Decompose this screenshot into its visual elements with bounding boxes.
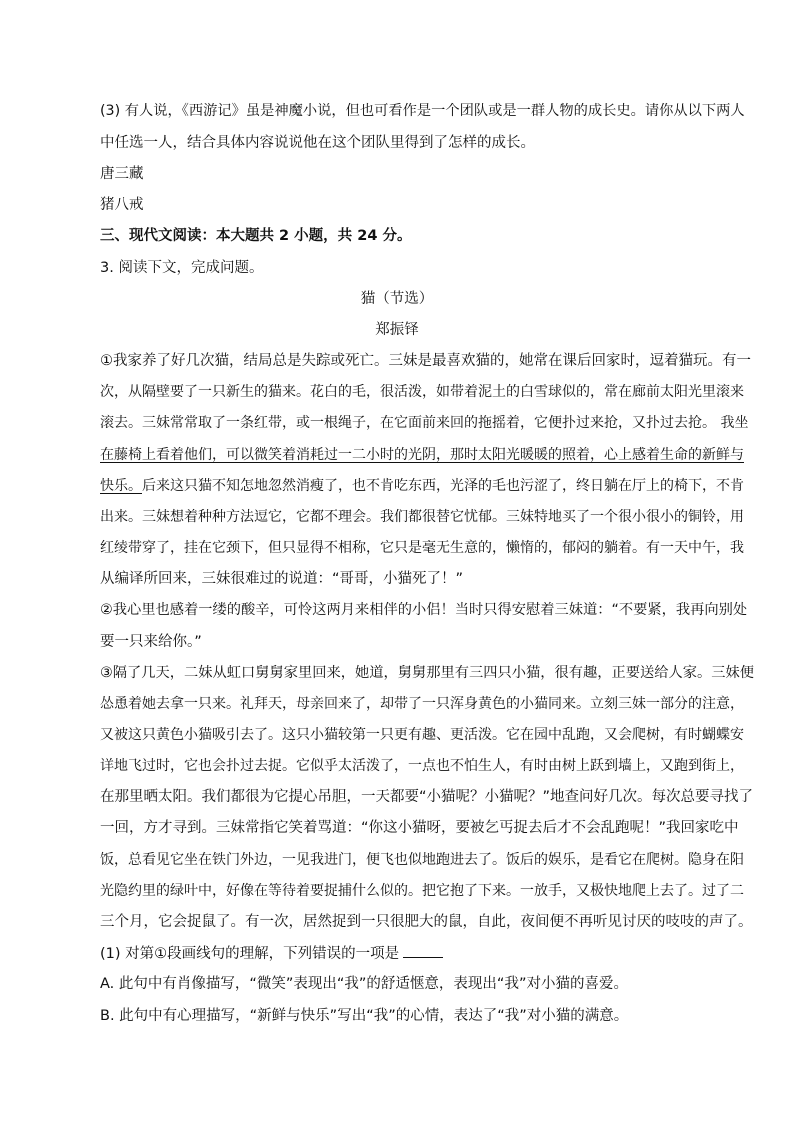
paragraph-1-underlined-end: 快乐。 [100, 478, 142, 494]
answer-blank[interactable] [403, 943, 443, 958]
article-title: 猫（节选） [360, 291, 434, 307]
subquestion-1-text: (1) 对第①段画线句的理解，下列错误的一项是 [100, 946, 400, 962]
subquestion-1-option-a: A. 此句中有肖像描写，“微笑”表现出“我”的舒适惬意，表现出“我”对小猫的喜爱。 [100, 976, 628, 992]
section-3-heading: 三、现代文阅读：本大题共 2 小题，共 24 分。 [100, 228, 412, 244]
paragraph-3-line-1: ③隔了几天，二妹从虹口舅舅家里回来，她道，舅舅那里有三四只小猫，很有趣，正要送给人家。三妹便 [100, 665, 755, 681]
paragraph-1-line-7: 红绫带穿了，挂在它颈下，但只显得不相称，它只是毫无生意的，懒惰的，郁闷的躺着。有一天中午，我 [100, 540, 744, 556]
subquestion-1-stem [100, 943, 443, 964]
subquestion-1-option-b: B. 此句中有心理描写，“新鲜与快乐”写出“我”的心情，表达了“我”对小猫的满意。 [100, 1008, 629, 1024]
paragraph-1-line-5 [100, 476, 744, 496]
paragraph-1-line-3: 滚去。三妹常常取了一条红带，或一根绳子，在它面前来回的拖摇着，它便扑过来抢，又扑过去抢。 我坐 [100, 415, 749, 431]
question-3-line-1: (3) 有人说，《西游记》虽是神魔小说，但也可看作是一个团队或是一群人物的成长史。请你从以下两人 [100, 103, 745, 119]
paragraph-2-line-2: 要一只来给你。” [100, 634, 202, 650]
paragraph-3-line-4: 详地飞过时，它也会扑过去捉。它似乎太活泼了，一点也不怕生人，有时由树上跃到墙上，又跑到街上， [100, 758, 744, 774]
paragraph-1-line-8: 从编译所回来，三妹很难过的说道：“哥哥，小猫死了！” [100, 571, 464, 587]
section-3-instruction: 3. 阅读下文，完成问题。 [100, 260, 264, 276]
paragraph-3-line-2: 怂恿着她去拿一只来。礼拜天，母亲回来了，却带了一只浑身黄色的小猫同来。立刻三妹一部分的注意， [100, 696, 744, 712]
paragraph-1-line-6: 出来。三妹想着种种方法逗它，它都不理会。我们都很替它忧郁。三妹特地买了一个很小很小的铜铃，用 [100, 509, 744, 525]
paragraph-1-line-2: 次，从隔壁要了一只新生的猫来。花白的毛，很活泼，如带着泥土的白雪球似的，常在廊前太阳光里滚来 [100, 384, 744, 400]
paragraph-1-line-1: ①我家养了好几次猫，结局总是失踪或死亡。三妹是最喜欢猫的，她常在课后回家时，逗着猫玩。有一 [100, 353, 751, 369]
paragraph-3-line-9: 三个月，它会捉鼠了。有一次，居然捉到一只很肥大的鼠，自此，夜间便不再听见讨厌的吱吱的声了。 [100, 914, 753, 930]
paragraph-3-line-8: 光隐约里的绿叶中，好像在等待着要捉捕什么似的。把它抱了下来。一放手，又极快地爬上去了。过了二 [100, 883, 744, 899]
article-author: 郑振铎 [375, 322, 419, 338]
paragraph-2-line-1: ②我心里也感着一缕的酸辛，可怜这两月来相伴的小侣！当时只得安慰着三妹道：“不要紧，我再向别处 [100, 602, 748, 618]
paragraph-1-underlined-line: 在藤椅上看着他们，可以微笑着消耗过一二小时的光阴，那时太阳光暖暖的照着，心上感着生命的新鲜与 [100, 447, 744, 463]
option-tang-sanzang: 唐三藏 [100, 166, 144, 182]
paragraph-3-line-6: 一回，方才寻到。三妹常指它笑着骂道：“你这小猫呀，要被乞丐捉去后才不会乱跑呢！”我回家吃中 [100, 820, 739, 836]
option-zhu-bajie: 猪八戒 [100, 197, 144, 213]
paragraph-3-line-3: 又被这只黄色小猫吸引去了。这只小猫较第一只更有趣、更活泼。它在园中乱跑，又会爬树，有时蝴蝶安 [100, 727, 744, 743]
paragraph-3-line-5: 在那里晒太阳。我们都很为它提心吊胆，一天都要“小猫呢？小猫呢？”地查问好几次。每次总要寻找了 [100, 789, 754, 805]
paragraph-3-line-7: 饭，总看见它坐在铁门外边，一见我进门，便飞也似地跑进去了。饭后的娱乐，是看它在爬树。隐身在阳 [100, 852, 744, 868]
paragraph-1-line-5-rest: 后来这只猫不知怎地忽然消瘦了，也不肯吃东西，光泽的毛也污涩了，终日躺在厅上的椅下，不肯 [142, 478, 744, 494]
question-3-line-2: 中任选一人，结合具体内容说说他在这个团队里得到了怎样的成长。 [100, 135, 535, 151]
